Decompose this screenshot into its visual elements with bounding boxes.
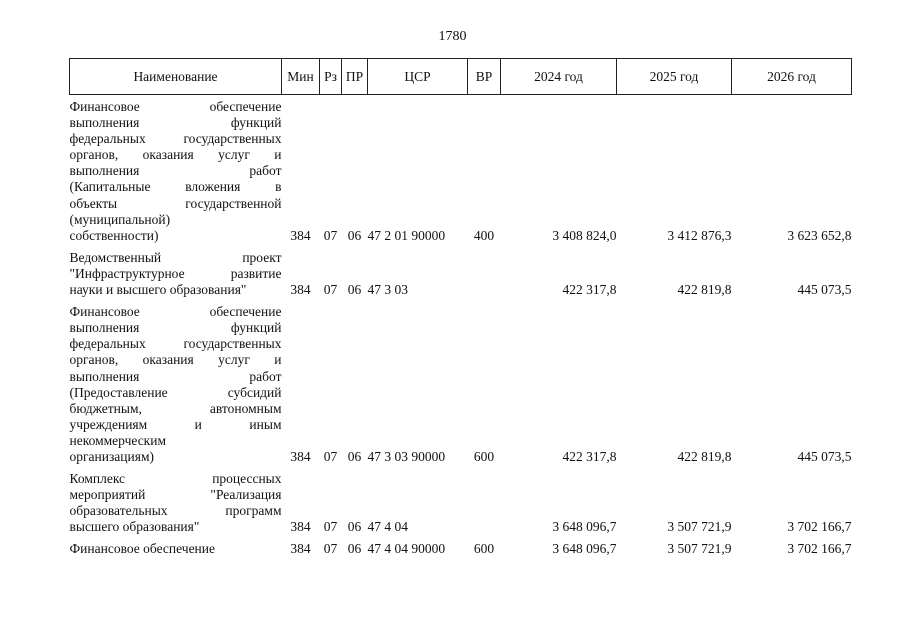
row-name-line: Финансовое обеспечение	[69, 99, 282, 114]
row-name-line: выполнения функций	[69, 320, 282, 336]
row-csr: 47 3 03 90000	[367, 448, 446, 464]
table-row	[70, 95, 852, 244]
row-2026: 445 073,5	[797, 448, 852, 464]
row-name-line: "Инфраструктурное развитие	[69, 265, 282, 281]
row-rz: 07	[323, 448, 338, 464]
row-name-line: науки и высшего образования"	[69, 282, 247, 298]
row-name-line: (муниципальной)	[69, 211, 171, 227]
row-pr: 06	[347, 519, 362, 535]
row-name-line: федеральных государственных	[69, 336, 282, 352]
row-2026: 445 073,5	[797, 282, 852, 298]
table-header-row	[70, 59, 852, 95]
table-row	[70, 535, 852, 557]
row-pr: 06	[347, 282, 362, 298]
row-name-line: высшего образования"	[69, 519, 200, 535]
row-2025: 3 412 876,3	[667, 227, 732, 243]
row-vr	[468, 465, 501, 535]
row-name-line: выполнения работ	[69, 163, 282, 179]
row-name-line: выполнения функций	[69, 115, 282, 131]
row-min: 384	[290, 448, 311, 464]
row-2024: 3 408 824,0	[552, 227, 617, 243]
row-vr	[468, 244, 501, 298]
row-name-line: (Предоставление субсидий	[69, 384, 282, 400]
row-min: 384	[290, 541, 311, 557]
row-pr: 06	[347, 227, 362, 243]
row-pr: 06	[347, 541, 362, 557]
row-name	[70, 298, 282, 465]
row-pr: 06	[347, 448, 362, 464]
row-2025: 422 819,8	[677, 448, 732, 464]
row-csr: 47 3 03	[367, 282, 408, 298]
row-csr: 47 4 04	[367, 519, 408, 535]
row-vr: 400	[473, 227, 495, 243]
row-2025: 3 507 721,9	[667, 519, 732, 535]
row-name-line: (Капитальные вложения в	[69, 179, 282, 195]
row-2024: 3 648 096,7	[552, 519, 617, 535]
row-name-line: организациям)	[69, 448, 155, 464]
row-name-line: выполнения работ	[69, 368, 282, 384]
header-2025: 2025 год	[617, 59, 732, 95]
row-name	[70, 465, 282, 535]
row-name-line: мероприятий "Реализация	[69, 487, 282, 503]
row-csr: 47 4 04 90000	[367, 541, 446, 557]
row-name-line: федеральных государственных	[69, 131, 282, 147]
page-number: 1780	[438, 29, 467, 44]
budget-table	[69, 58, 852, 558]
row-2024: 3 648 096,7	[552, 541, 617, 557]
row-name-line: Финансовое обеспечение	[69, 541, 216, 557]
row-name-line: органов, оказания услуг и	[69, 352, 282, 368]
row-rz: 07	[323, 519, 338, 535]
row-vr: 600	[473, 541, 495, 557]
row-2026: 3 623 652,8	[787, 227, 852, 243]
row-2024: 422 317,8	[562, 282, 617, 298]
row-name-line: Ведомственный проект	[69, 249, 282, 265]
row-min: 384	[290, 519, 311, 535]
row-rz: 07	[323, 541, 338, 557]
row-2025: 422 819,8	[677, 282, 732, 298]
row-2025: 3 507 721,9	[667, 541, 732, 557]
row-rz: 07	[323, 282, 338, 298]
row-name-line: учреждениям и иным	[69, 416, 282, 432]
row-name	[70, 95, 282, 244]
table-row	[70, 298, 852, 465]
row-name	[70, 244, 282, 298]
row-name-line: собственности)	[69, 227, 159, 243]
header-2026: 2026 год	[732, 59, 852, 95]
table-body	[70, 95, 852, 558]
row-csr: 47 2 01 90000	[367, 227, 446, 243]
row-min: 384	[290, 227, 311, 243]
row-name-line: образовательных программ	[69, 503, 282, 519]
row-name-line: органов, оказания услуг и	[69, 147, 282, 163]
header-rz: Рз	[320, 59, 342, 95]
row-name	[70, 535, 282, 557]
row-vr: 600	[473, 448, 495, 464]
table-row	[70, 244, 852, 298]
header-min: Мин	[282, 59, 320, 95]
row-min: 384	[290, 282, 311, 298]
row-2026: 3 702 166,7	[787, 541, 852, 557]
row-rz: 07	[323, 227, 338, 243]
row-2024: 422 317,8	[562, 448, 617, 464]
header-pr: ПР	[342, 59, 368, 95]
header-name: Наименование	[70, 59, 282, 95]
row-name-line: некоммерческим	[69, 432, 167, 448]
row-2026: 3 702 166,7	[787, 519, 852, 535]
row-name-line: Финансовое обеспечение	[69, 304, 282, 320]
row-name-line: бюджетным, автономным	[69, 400, 282, 416]
header-vr: ВР	[468, 59, 501, 95]
header-2024: 2024 год	[501, 59, 617, 95]
row-name-line: объекты государственной	[69, 195, 282, 211]
row-name-line: Комплекс процессных	[69, 471, 282, 487]
header-csr: ЦСР	[368, 59, 468, 95]
table-row	[70, 465, 852, 535]
